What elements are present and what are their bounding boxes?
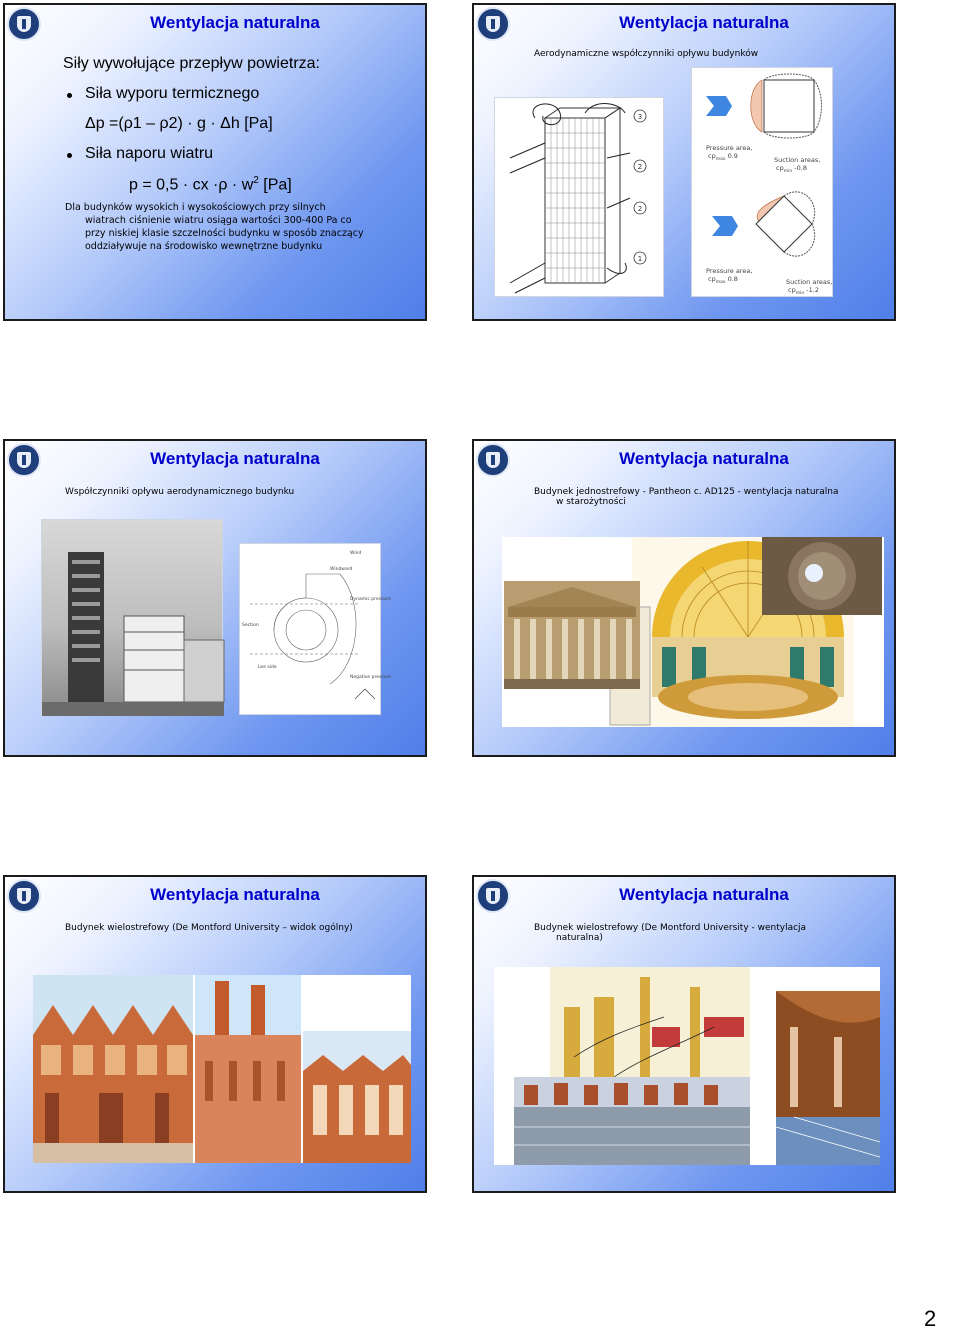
plan-label: Dynamic pressure [350,597,391,602]
pressure-area-label: Pressure area, [706,267,753,275]
note-line: wiatrach ciśnienie wiatru osiąga wartości 300-400 Pa co [85,215,352,226]
tower-photo [41,519,223,715]
cp-sub: min [795,291,805,296]
cp-label: cp [788,286,796,294]
marker-label: 3 [637,113,643,121]
svg-text:cpmin -0.8 [776,164,807,174]
slide-caption [534,923,806,943]
pressure-area-label: Pressure area, [706,144,753,152]
slide-title: Wentylacja naturalna [150,13,320,32]
wind-formula [129,175,292,194]
slide-title: Wentylacja naturalna [619,449,789,468]
montfort-exterior-photos [33,975,411,1163]
cp-sub: max [715,157,726,162]
svg-text:cpmax 0.8 [708,275,738,285]
university-logo-icon [7,443,41,477]
page-number: 2 [924,1306,937,1331]
marker-label: 2 [637,163,643,171]
tower-airflow-svg [495,98,665,298]
wind-arrow-icon [712,216,738,236]
floor-plan-diagram [239,543,392,715]
cp-sub: min [783,169,793,174]
note-line: Dla budynków wysokich i wysokościowych przy silnych [65,202,326,213]
plan-label: Negative pressure [350,675,392,680]
wind-formula-main: p = 0,5 · cx ·ρ · w [129,176,254,194]
pressure-diagram-svg [692,68,834,298]
tower-photo-svg [42,520,224,716]
note-line: oddziaływuje na środowisko wewnętrzne budynku [85,241,323,252]
cp-value: -1.2 [804,286,819,294]
wind-arrow-icon [706,96,732,116]
cp-label: cp [776,164,784,172]
slide-6 [472,875,896,1193]
suction-area-label: Suction areas, [774,156,821,164]
marker-label: 1 [637,255,643,263]
university-logo-icon [7,879,41,913]
montfort-ventilation-images [494,967,880,1165]
svg-text:cpmin -1.2 [788,286,819,296]
caption-line: Budynek wielostrefowy (De Montford University - wentylacja [534,923,807,933]
slide-title: Wentylacja naturalna [619,885,789,904]
slide-4 [472,439,896,757]
plan-label: Section [242,623,259,628]
svg-text:cpmax 0.9 [708,152,738,162]
university-logo-icon [476,7,510,41]
university-logo-icon [476,443,510,477]
forces-heading: Siły wywołujące przepływ powietrza: [63,55,320,72]
bullet-icon [67,153,72,158]
wind-pressure-label: Siła naporu wiatru [85,145,214,162]
caption-line: w starożytności [556,497,626,507]
slide-caption [534,487,838,507]
caption-line: Budynek jednostrefowy - Pantheon c. AD125 - wentylacja naturalna [534,487,839,497]
plan-label: Lee side [258,665,277,670]
cp-label: cp [708,275,716,283]
plan-label: Windward [330,567,353,572]
montfort-ventilation-svg [494,967,880,1165]
marker-label: 2 [637,205,643,213]
pantheon-images [502,537,884,727]
wind-formula-exponent: 2 [253,175,259,186]
slide-2 [472,3,896,321]
cp-sub: max [715,280,726,285]
slide-title: Wentylacja naturalna [150,449,320,468]
montfort-exterior-svg [33,975,411,1163]
suction-area-label: Suction areas, [786,278,833,286]
pressure-coefficient-diagram [691,67,833,297]
university-logo-icon [476,879,510,913]
slide-5 [3,875,427,1193]
university-logo-icon [7,7,41,41]
cp-value: -0.8 [792,164,807,172]
cp-label: cp [708,152,716,160]
slide-3 [3,439,427,757]
slide-title: Wentylacja naturalna [619,13,789,32]
buoyancy-label: Siła wyporu termicznego [85,85,260,102]
slide-caption: Aerodynamiczne współczynniki opływu budynków [534,49,759,59]
wind-note [65,201,405,253]
slide-caption: Budynek wielostrefowy (De Montford University – widok ogólny) [65,923,353,933]
slide-caption: Współczynniki opływu aerodynamicznego budynku [65,487,295,497]
floor-plan-svg [240,544,392,716]
caption-line: naturalna) [556,933,603,943]
slide-1 [3,3,427,321]
cp-value: 0.8 [725,275,738,283]
note-line: przy niskiej klasie szczelności budynku w sposób znaczący [85,228,364,239]
wind-formula-unit: [Pa] [258,176,292,194]
plan-label: Wind [350,551,362,556]
tower-airflow-diagram [494,97,664,297]
bullet-icon [67,93,72,98]
pantheon-collage-svg [502,537,884,727]
buoyancy-formula: Δp =(ρ1 – ρ2) · g · Δh [Pa] [85,115,273,132]
cp-value: 0.9 [725,152,738,160]
slide-title: Wentylacja naturalna [150,885,320,904]
